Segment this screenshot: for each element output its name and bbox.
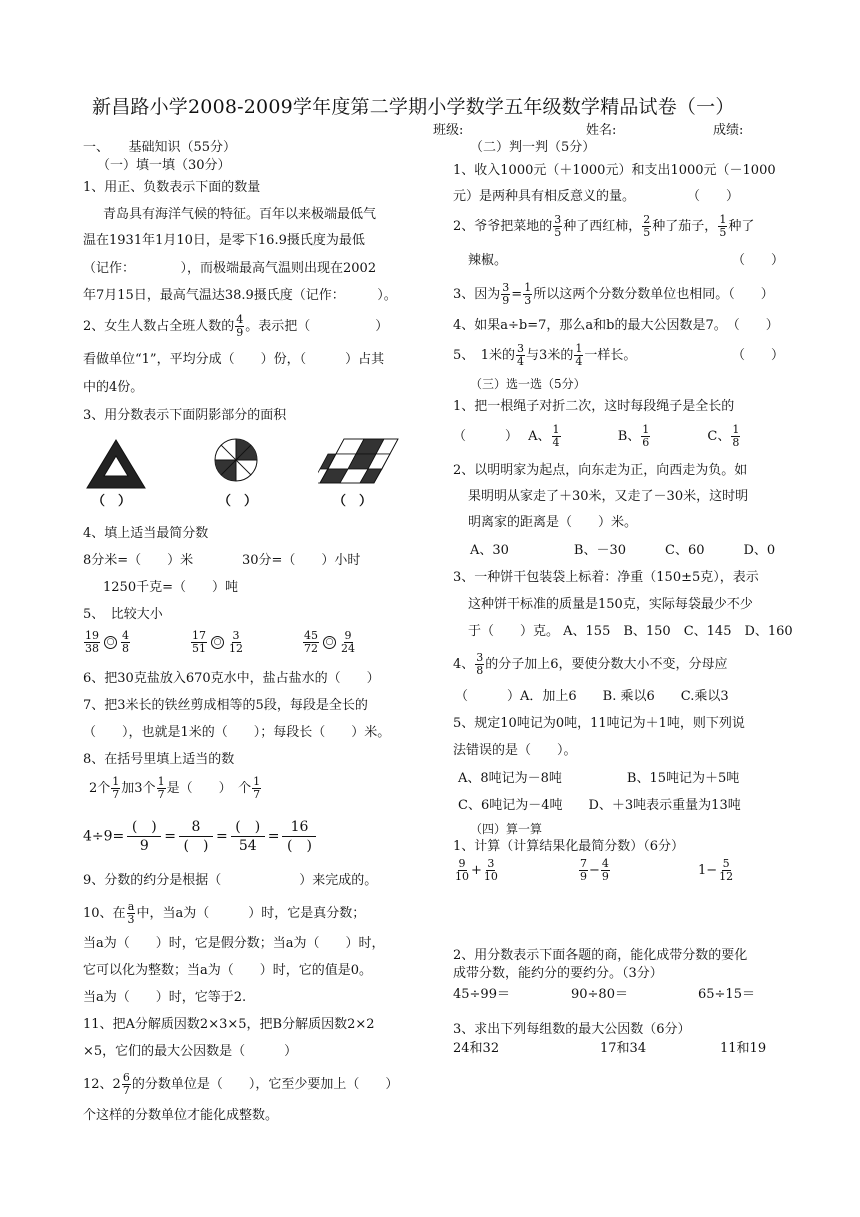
s4-line-1: 4、 $\frac{3}{8}$ 的分子加上6，要使分数大小不变，分母应	[453, 651, 728, 677]
fraction: $\frac{45}{72}$	[304, 629, 318, 655]
q10-line-1: 10、在 $\frac{a}{3}$ 中，当a为（ ）时，它是真分数；	[83, 900, 366, 926]
fraction: $\frac{3}{8}$	[476, 651, 484, 677]
q4-item-a: 8分米=（ ）米	[83, 553, 194, 568]
fraction: $\frac{3}{4}$	[517, 342, 525, 368]
q8-line-1: 2个 $\frac{1}{7}$ 加3个 $\frac{1}{7}$ 是（ ） 个 $\frac{1}{7}$	[89, 775, 261, 801]
q10-line-3: 它可以化为整数；当a为（ ）时，它的值是0。	[83, 963, 373, 978]
q5-heading: 5、 比较大小	[83, 607, 163, 622]
c2-expr-1: 45÷99＝	[453, 987, 510, 1002]
compare-circle[interactable]: ○	[104, 636, 117, 649]
q5-compare-2	[190, 630, 245, 655]
fraction: $\frac{19}{38}$	[85, 629, 99, 655]
name-label: 姓名:	[586, 123, 617, 138]
q1-line-1: 青岛具有海洋气候的特征。百年以来极端最低气	[103, 207, 377, 222]
q6: 6、把30克盐放入670克水中，盐占盐水的（ ）	[83, 671, 380, 686]
fraction: $\frac{9}{24}$	[341, 629, 355, 655]
fraction: $\frac{4}{9}$	[601, 857, 609, 883]
fraction: $\frac{a}{3}$	[127, 900, 135, 926]
s2-line-3: 明离家的距离是（ ）米。	[468, 515, 638, 530]
j5-answer-paren[interactable]: （ ）	[732, 348, 785, 363]
fraction: $\frac{3}{12}$	[229, 629, 243, 655]
class-label: 班级:	[433, 123, 464, 138]
fraction: $\frac{17}{51}$	[192, 629, 206, 655]
q8-equation: 4÷9= $\frac{( )}{9}$ = $\frac{8}{( )}$ = $\frac{( )}{54}$ = $\frac{16}{( )}$	[83, 818, 319, 855]
c2-expr-2: 90÷80＝	[571, 987, 628, 1002]
shaded-parallelogram-figure	[318, 438, 400, 484]
q1-line-3: （记作： ），而极端最高气温则出现在2002	[83, 261, 377, 276]
q4-heading: 4、填上适当最简分数	[83, 526, 209, 541]
j2-answer-paren[interactable]: （ ）	[732, 253, 785, 268]
fraction: $\frac{1}{3}$	[524, 281, 532, 307]
q1-heading: 1、用正、负数表示下面的数量	[83, 180, 261, 195]
fraction: $\frac{( )}{54}$	[231, 818, 265, 855]
s5-line-4: C、6吨记为－4吨 D、＋3吨表示重量为13吨	[458, 798, 741, 813]
s3-line-2: 这种饼干标准的质量是150克，实际每袋最少不少	[468, 597, 753, 612]
q11-line-2: ×5，它们的最大公因数是（ ）	[83, 1044, 298, 1059]
fraction: $\frac{3}{9}$	[502, 281, 510, 307]
q10-line-4: 当a为（ ）时，它等于2.	[83, 990, 247, 1005]
fraction: $\frac{( )}{9}$	[127, 818, 161, 855]
c3-heading: 3、求出下列每组数的最大公因数（6分）	[453, 1022, 691, 1037]
shaded-circle-figure	[213, 437, 259, 483]
q12-line-2: 个这样的分数单位才能化成整数。	[83, 1108, 279, 1123]
j4: 4、如果a÷b=7，那么a和b的最大公因数是7。 （ ）	[453, 318, 779, 333]
j1-line-2: 元）是两种具有相反意义的量。 （ ）	[453, 189, 740, 204]
fraction: $\frac{1}{7}$	[112, 775, 120, 801]
s5-line-3: A、8吨记为－8吨 B、15吨记为＋5吨	[458, 771, 740, 786]
c1-expr-2: $\frac{7}{9}$ − $\frac{4}{9}$	[580, 857, 609, 883]
s3-line-1: 3、一种饼干包装袋上标着：净重（150±5克），表示	[453, 570, 759, 585]
fraction: $\frac{3}{5}$	[554, 213, 562, 239]
s2-line-2: 果明明从家走了＋30米，又走了－30米，这时明	[468, 489, 749, 504]
fraction: $\frac{3}{10}$	[483, 857, 498, 883]
fraction: $\frac{2}{5}$	[643, 213, 651, 239]
fraction: $\frac{4}{9}$	[236, 313, 244, 339]
q3-answer-blank-2[interactable]: （ ）	[218, 494, 258, 509]
subsection-judge-heading: （二）判一判（5分）	[470, 140, 596, 155]
compare-circle[interactable]: ○	[211, 636, 224, 649]
fraction: $\frac{7}{9}$	[580, 857, 587, 883]
fraction: $\frac{5}{12}$	[719, 857, 734, 883]
j3: 3、因为 $\frac{3}{9}$ = $\frac{1}{3}$ 所以这两个分数分数单位也相同。（ ）	[453, 281, 774, 307]
q2-line-2: 看做单位“1”，平均分成（ ）份，（ ）占其	[83, 352, 385, 367]
q8-heading: 8、在括号里填上适当的数	[83, 752, 235, 767]
j2-line-2: 辣椒。	[468, 253, 508, 268]
fraction: $\frac{1}{5}$	[719, 213, 727, 239]
q12-line-1: 12、2 $\frac{6}{7}$ 的分数单位是（ ），它至少要加上（ ）	[83, 1071, 399, 1097]
fraction: $\frac{4}{8}$	[122, 629, 129, 655]
c1-expr-1: $\frac{9}{10}$ + $\frac{3}{10}$	[455, 857, 498, 883]
q4-item-b: 30分=（ ）小时	[242, 553, 361, 568]
subsection-fill-heading: （一）填一填（30分）	[97, 158, 231, 173]
j2-line-1: 2、爷爷把菜地的 $\frac{3}{5}$ 种了西红柿， $\frac{2}{5}$ 种了茄子， $\frac{1}{5}$ 种了	[453, 213, 755, 239]
fraction: $\frac{16}{( )}$	[282, 818, 316, 855]
fraction: $\frac{1}{4}$	[575, 342, 583, 368]
q2-line-1: 2、女生人数占全班人数的 $\frac{4}{9}$ 。表示把（ ）	[83, 313, 389, 339]
fraction: $\frac{6}{7}$	[122, 1071, 130, 1097]
score-label: 成绩:	[713, 123, 744, 138]
c3-pair-1: 24和32	[453, 1041, 500, 1056]
section-1-heading: 一、 基础知识（55分）	[83, 140, 237, 155]
s1-line-1: 1、把一根绳子对折二次，这时每段绳子是全长的	[453, 399, 735, 414]
s5-line-2: 法错误的是（ ）。	[453, 743, 577, 758]
q3-answer-blank-3[interactable]: （ ）	[333, 494, 373, 509]
compare-circle[interactable]: ○	[323, 636, 336, 649]
j5: 5、 1米的 $\frac{3}{4}$ 与3米的 $\frac{1}{4}$ 一样长。	[453, 342, 637, 368]
q1-line-4: 年7月15日，最高气温达38.9摄氏度（记作： ）。	[83, 288, 397, 303]
c1-expr-3: 1− $\frac{5}{12}$	[698, 857, 734, 883]
s5-line-1: 5、规定10吨记为0吨，11吨记为＋1吨，则下列说	[453, 716, 745, 731]
c2-line-2: 成带分数，能约分的要约分。（3分）	[453, 966, 663, 981]
fraction: $\frac{1}{8}$	[732, 423, 740, 449]
q3-heading: 3、用分数表示下面阴影部分的面积	[83, 408, 287, 423]
c3-pair-2: 17和34	[600, 1041, 647, 1056]
q7-line-2: （ ），也就是1米的（ ）；每段长（ ）米。	[83, 725, 391, 740]
s2-options: A、30 B、－30 C、60 D、0	[470, 543, 776, 558]
fraction: $\frac{1}{7}$	[157, 775, 165, 801]
s2-line-1: 2、以明明家为起点，向东走为正，向西走为负。如	[453, 463, 748, 478]
s1-line-2: （ ） A、 $\frac{1}{4}$ B、 $\frac{1}{6}$ C、 $\frac{1}{8}$	[453, 423, 740, 449]
q2-line-3: 中的4份。	[83, 380, 144, 395]
j1-line-1: 1、收入1000元（＋1000元）和支出1000元（－1000	[453, 163, 776, 178]
subsection-choose-heading: （三）选一选（5分）	[470, 377, 586, 391]
shaded-triangle-figure	[85, 438, 147, 490]
page-title: 新昌路小学2008-2009学年度第二学期小学数学五年级数学精品试卷（一）	[92, 96, 735, 118]
q7-line-1: 7、把3米长的铁丝剪成相等的5段，每段是全长的	[83, 698, 368, 713]
c2-expr-3: 65÷15＝	[698, 987, 755, 1002]
q5-compare-3	[302, 630, 357, 655]
q9: 9、分数的约分是根据（ ）来完成的。	[83, 873, 378, 888]
fraction: $\frac{8}{( )}$	[179, 818, 213, 855]
s3-line-3: 于（ ）克。 A、155 B、150 C、145 D、160	[468, 624, 793, 639]
subsection-calc-heading: （四）算一算	[470, 822, 543, 836]
q11-line-1: 11、把A分解质因数2×3×5，把B分解质因数2×2	[83, 1017, 375, 1032]
c3-pair-3: 11和19	[720, 1041, 767, 1056]
fraction: $\frac{1}{6}$	[642, 423, 650, 449]
q1-line-2: 温在1931年1月10日，是零下16.9摄氏度为最低	[83, 233, 365, 248]
fraction: $\frac{9}{10}$	[455, 857, 469, 883]
q4-item-c: 1250千克=（ ）吨	[103, 580, 238, 595]
c1-heading: 1、计算（计算结果化最简分数）（6分）	[453, 839, 685, 854]
q3-answer-blank-1[interactable]: （ ）	[92, 494, 132, 509]
c2-line-1: 2、用分数表示下面各题的商，能化成带分数的要化	[453, 948, 748, 963]
q10-line-2: 当a为（ ）时，它是假分数；当a为（ ）时，	[83, 936, 385, 951]
s4-line-2: （ ）A．加上6 B. 乘以6 C.乘以3	[455, 689, 729, 704]
fraction: $\frac{1}{7}$	[253, 775, 261, 801]
fraction: $\frac{1}{4}$	[552, 423, 560, 449]
q5-compare-1	[83, 630, 131, 655]
